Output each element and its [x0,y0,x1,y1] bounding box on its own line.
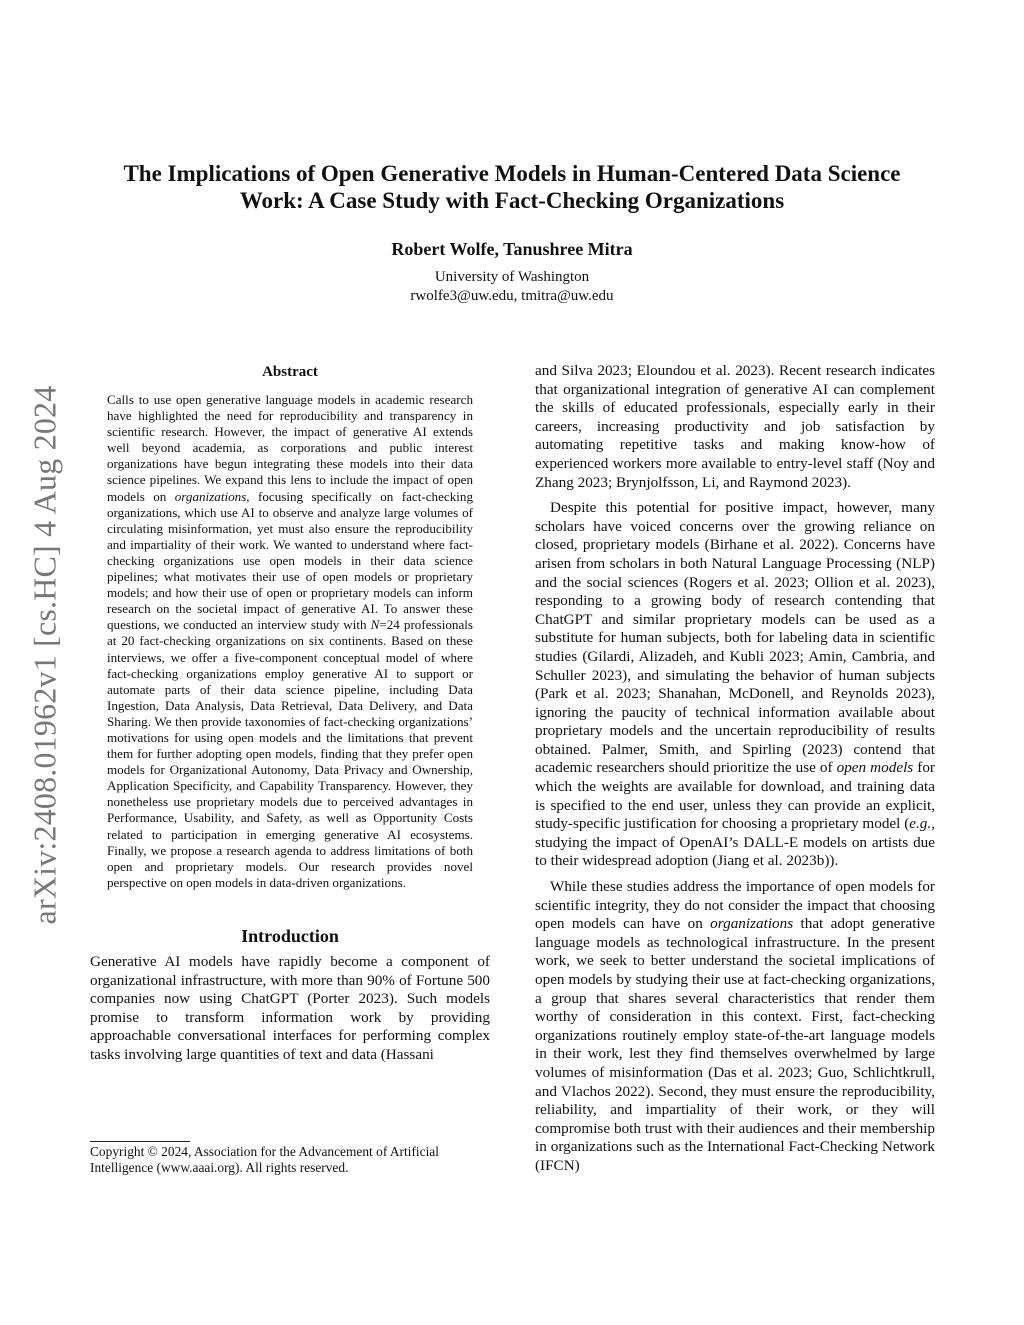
introduction-paragraph: Generative AI models have rapidly become a component of organizational infrastructure, with more than 90% of Fortune 500 companies now using ChatGPT (Porter 2023). Such models promise to transform information work by providing approachable conversational interfaces for performing complex tasks involving large quantities of text and data (Hassani [90,952,490,1063]
abstract-heading: Abstract [262,364,318,380]
body-paragraph: Despite this potential for positive impact, however, many scholars have voiced concerns over the growing reliance on closed, proprietary models (Birhane et al. 2022). Concerns have arisen from scholars in both Natural Language Processing (NLP) and the social sciences (Rogers et al. 2023; Ollion et al. 2023), responding to a growing body of research contending that ChatGPT and similar proprietary models can be used as a substitute for human subjects, both for labeling data in scientific studies (Gilardi, Alizadeh, and Kubli 2023; Amin, Cambria, and Schuller 2023), and simulating the behavior of human subjects (Park et al. 2023; Shanahan, McDonell, and Reynolds 2023), ignoring the paucity of technical information available about proprietary models and the uncertain reproducibility of results obtained. Palmer, Smith, and Spirling (2023) contend that academic researchers should prioritize the use of open models for which the weights are available for download, and training data is specified to the end user, unless they can provide an explicit, study-specific justification for choosing a proprietary model (e.g., studying the impact of OpenAI’s DALL-E models on artists due to their widespread adoption (Jiang et al. 2023b)). [535,499,935,870]
arxiv-identifier-text: arXiv:2408.01962v1 [cs.HC] 4 Aug 2024 [26,385,63,925]
footnote-divider [90,1141,190,1142]
right-column [535,362,935,1176]
body-paragraph: While these studies address the importance of open models for scientific integrity, they do not consider the impact that choosing open models can have on organizations that adopt generative language models as technological infrastructure. In the present work, we seek to better understand the societal implications of open models by studying their use at fact-checking organizations, a group that shares several characteristics that render them worthy of consideration in this context. First, fact-checking organizations routinely employ state-of-the-art language models in their work, lest they find themselves overwhelmed by large volumes of misinformation (Das et al. 2023; Guo, Schlichtkrull, and Vlachos 2022). Second, they must ensure the reproducibility, reliability, and impartiality of their work, or they will compromise both trust with their audiences and their membership in organizations such as the International Fact-Checking Network (IFCN) [535,878,935,1174]
abstract-text: Calls to use open generative language models in academic research have highlighted the need for reproducibility and transparency in scientific research. However, the impact of generative AI extends well beyond academia, as corporations and public interest organizations have begun integrating these models into their data science pipelines. We expand this lens to include the impact of open models on organizations, focusing specifically on fact-checking organizations, which use AI to observe and analyze large volumes of circulating misinformation, yet must also ensure the reproducibility and impartiality of their work. We wanted to understand where fact-checking organizations use open models in their data science pipelines; what motivates their use of open models or proprietary models; and how their use of open or proprietary models can inform research on the societal impact of generative AI. To answer these questions, we conducted an interview study with N=24 professionals at 20 fact-checking organizations on six continents. Based on these interviews, we offer a five-component conceptual model of where fact-checking organizations employ generative AI to support or automate parts of their data science pipeline, including Data Ingestion, Data Analysis, Data Retrieval, Data Delivery, and Data Sharing. We then provide taxonomies of fact-checking organizations’ motivations for using open models and the limitations that prevent them for further adopting open models, finding that they prefer open models for Organizational Autonomy, Data Privacy and Ownership, Application Specificity, and Capability Transparency. However, they nonetheless use proprietary models due to perceived advantages in Performance, Usability, and Safety, as well as Opportunity Costs related to participation in emerging generative AI ecosystems. Finally, we propose a research agenda to address limitations of both open and proprietary models. Our research provides novel perspective on open models in data-driven organizations. [107,392,473,890]
arxiv-identifier [23,355,67,955]
author-emails: rwolfe3@uw.edu, tmitra@uw.edu [410,288,614,304]
affiliation: University of Washington [434,269,590,285]
author-affiliation-block [90,268,934,306]
introduction-heading: Introduction [241,925,339,946]
left-column [90,362,490,1064]
author-list: Robert Wolfe, Tanushree Mitra [391,239,633,259]
body-paragraph: and Silva 2023; Eloundou et al. 2023). Recent research indicates that organizational integration of generative AI can complement the skills of educated professionals, especially early in their careers, increasing productivity and job satisfaction by automating repetitive tasks and making know-how of experienced workers more available to entry-level staff (Noy and Zhang 2023; Brynjolfsson, Li, and Raymond 2023). [535,362,935,491]
copyright-footnote: Copyright © 2024, Association for the Advancement of Artificial Intelligence (www.aaai.org). All rights reserved. [90,1144,439,1175]
paper-title: The Implications of Open Generative Models in Human-Centered Data Science Work: A Case Study with Fact-Checking Organizations [123,161,901,213]
